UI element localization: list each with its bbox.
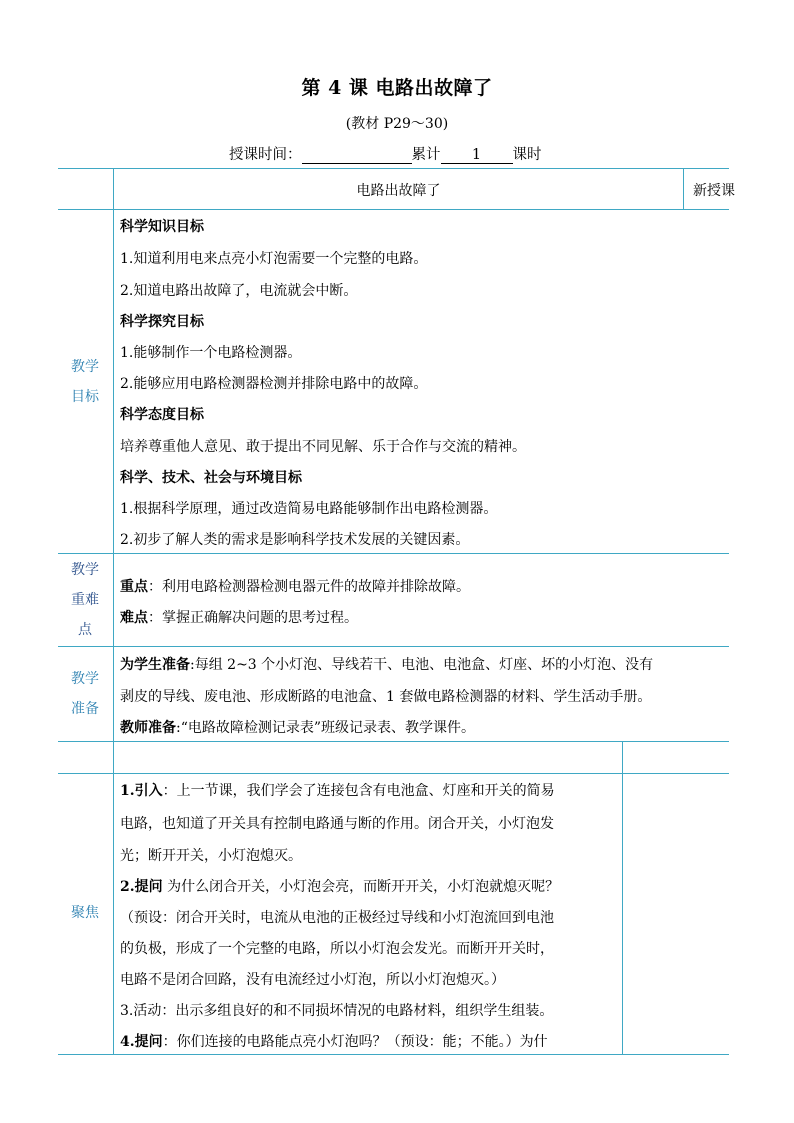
focus-label: 聚焦 bbox=[71, 905, 99, 921]
knowledge-1: 1.知道利用电来点亮小灯泡需要一个完整的电路。 bbox=[120, 251, 428, 267]
preparation-label: 教学 准备 bbox=[71, 671, 99, 717]
inquiry-2: 2.能够应用电路检测器检测并排除电路中的故障。 bbox=[120, 376, 428, 392]
total-label: 累计 bbox=[411, 147, 441, 163]
student-prep-1: 为学生准备:每组 2~3 个小灯泡、导线若干、电池、电池盒、灯座、坏的小灯泡、没有 bbox=[120, 657, 654, 673]
difficult-point: 难点：掌握正确解决问题的思考过程。 bbox=[120, 610, 358, 626]
lesson-title: 第 4 课 电路出故障了 bbox=[301, 77, 493, 99]
question-2-preset-3: 电路不是闭合回路，没有电流经过小灯泡，所以小灯泡熄灭。） bbox=[120, 972, 505, 988]
intro-1: 1.引入：上一节课，我们学会了连接包含有电池盒、灯座和开关的简易 bbox=[120, 783, 555, 799]
time-label: 授课时间： bbox=[229, 147, 302, 163]
textbook-pages: (教材 P29～30) bbox=[345, 116, 449, 132]
question-2-preset-1: （预设：闭合开关时，电流从电池的正极经过导线和小灯泡流回到电池 bbox=[120, 910, 554, 926]
attitude-heading: 科学态度目标 bbox=[120, 407, 204, 423]
key-points-label: 教学 重难 点 bbox=[71, 562, 99, 638]
activity-3: 3.活动：出示多组良好的和不同损坏情况的电路材料，组织学生组装。 bbox=[120, 1003, 554, 1019]
knowledge-2: 2.知道电路出故障了，电流就会中断。 bbox=[120, 283, 358, 299]
teacher-prep: 教师准备:“电路故障检测记录表”班级记录表、教学课件。 bbox=[120, 720, 476, 736]
hours-suffix: 课时 bbox=[512, 147, 542, 163]
intro-3: 光；断开开关，小灯泡熄灭。 bbox=[120, 848, 302, 864]
knowledge-heading: 科学知识目标 bbox=[120, 219, 204, 235]
time-blank[interactable] bbox=[302, 147, 412, 164]
teaching-time-line bbox=[229, 143, 542, 164]
key-point: 重点：利用电路检测器检测电器元件的故障并排除故障。 bbox=[120, 579, 470, 595]
hours-value[interactable]: 1 bbox=[441, 147, 513, 164]
sts-1: 1.根据科学原理，通过改造简易电路能够制作出电路检测器。 bbox=[120, 501, 498, 517]
objectives-label: 教学 目标 bbox=[71, 359, 99, 405]
sts-2: 2.初步了解人类的需求是影响科学技术发展的关键因素。 bbox=[120, 532, 470, 548]
inquiry-heading: 科学探究目标 bbox=[120, 314, 204, 330]
question-4: 4.提问：你们连接的电路能点亮小灯泡吗？（预设：能；不能。）为什 bbox=[120, 1034, 548, 1050]
question-2: 2.提问 为什么闭合开关，小灯泡会亮，而断开开关，小灯泡就熄灭呢？ bbox=[120, 879, 560, 895]
student-prep-2: 剥皮的导线、废电池、形成断路的电池盒、1 套做电路检测器的材料、学生活动手册。 bbox=[120, 689, 652, 705]
question-2-preset-2: 的负极，形成了一个完整的电路，所以小灯泡会发光。而断开开关时， bbox=[120, 941, 554, 957]
attitude-1: 培养尊重他人意见、敢于提出不同见解、乐于合作与交流的精神。 bbox=[120, 439, 526, 455]
lesson-type: 新授课 bbox=[693, 183, 735, 199]
intro-2: 电路，也知道了开关具有控制电路通与断的作用。闭合开关，小灯泡发 bbox=[120, 816, 554, 832]
topic-title: 电路出故障了 bbox=[356, 183, 441, 199]
sts-heading: 科学、技术、社会与环境目标 bbox=[120, 470, 302, 486]
inquiry-1: 1.能够制作一个电路检测器。 bbox=[120, 345, 302, 361]
